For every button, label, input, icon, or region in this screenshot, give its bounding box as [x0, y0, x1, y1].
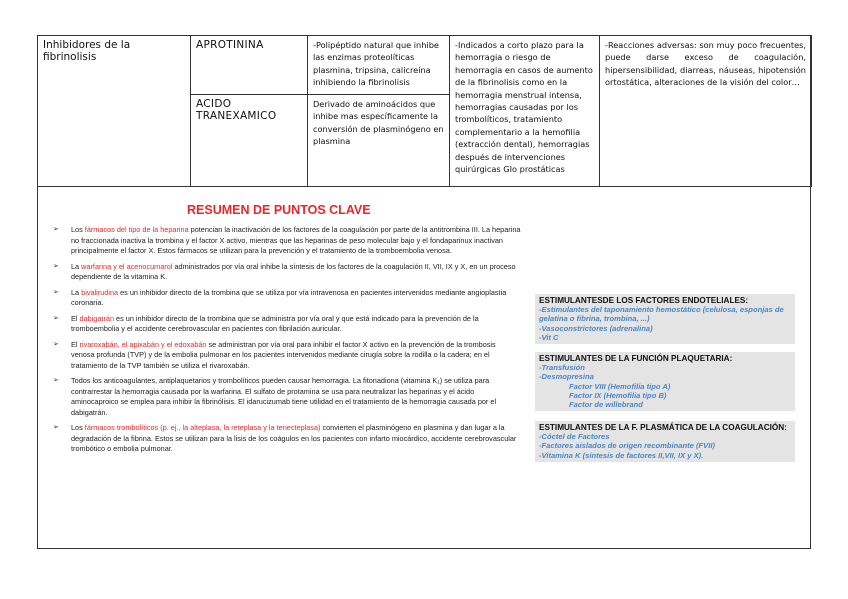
summary-bullet: ➢ La bivalirudina es un inhibidor directo de la trombina que se utiliza por vía intravenosa en pacientes intervenidos mediante angioplastia coronaria. [53, 287, 507, 307]
plasma-coagulation-box [535, 421, 795, 462]
arrow-bullet-icon: ➢ [53, 377, 59, 384]
arrow-bullet-icon: ➢ [53, 340, 59, 348]
summary-bullet: ➢ Todos los anticoagulantes, antiplaquetarios y trombolíticos pueden causar hemorragia. La fitonadiona (vitamina K₁) se utiliza para contrarrestar la hemorragia causada por la warfarina. El sulfato de protamina se usa para neutralizar las heparinas y el ácido aminocaproico se emplea para inhibir la fibrinólisis. El idarucizumab tiene utilidad en el tratamiento de la hemorragia causada por el dabigatrán. [53, 376, 497, 417]
platelet-subitem: Factor VIII (Hemofilia tipo A) [569, 381, 671, 391]
endothelial-item: -Estimulantes del taponamiento hemostático (celulosa, esponjas de gelatina o fibrina, trombina, ...) [539, 305, 784, 324]
summary-bullet: ➢ Los fármacos trombolíticos (p. ej., la alteplasa, la reteplasa y la tenecteplasa) convierten el plasminógeno en plasmina y dan lugar a la degradación de la fibrina. Estos se utilizan para la lisis de los coágulos en los pacientes con infarto miocárdico, accidente cerebrovascular trombótico o embolia pulmonar. [53, 423, 517, 453]
platelet-item: -Transfusión [539, 363, 585, 373]
endothelial-box-title: ESTIMULANTESDE LOS FACTORES ENDOTELIALES: [539, 296, 749, 305]
plasma-item: -Vitamina K (síntesis de factores II,VII, IX y X). [539, 450, 704, 460]
platelet-subitem: Factor de willebrand [569, 400, 643, 410]
plasma-item: -Cóctel de Factores [539, 432, 610, 442]
endothelial-item: -Vasoconstrictores (adrenalina) [539, 323, 653, 333]
platelet-subitem: Factor IX (Hemofilia tipo B) [569, 390, 667, 400]
drug-name-acido-tranexamico: ACIDO TRANEXAMICO [191, 95, 308, 187]
plasma-item: -Factores aislados de origen recombinante (FVII) [539, 441, 715, 451]
platelet-item: -Desmopresina [539, 372, 594, 382]
mechanism-acido-tranexamico: Derivado de aminoácidos que inhibe mas específicamente la conversión de plasminógeno en plasmina [308, 95, 450, 187]
arrow-bullet-icon: ➢ [53, 288, 59, 296]
drug-name-aprotinina: APROTININA [191, 36, 308, 95]
indications-cell: -Indicados a corto plazo para la hemorragia o riesgo de hemorragia en casos de aumento de la fibrinolisis como en la hemorragia menstrual intensa, hemorragias causadas por los trombolíticos, tratamiento complementario a la hemofilia (extracción dental), hemorragias después de intervenciones quirúrgicas GIo prostáticas [450, 36, 600, 187]
summary-bullet-list [51, 225, 521, 460]
summary-bullet: ➢ Los fármacos del tipo de la heparina potencian la inactivación de los factores de la coagulación por parte de la antitrombina III. La heparina no fraccionada inactiva la trombina y el factor X activo, mientras que las heparinas de peso molecular bajo y el fondaparinux inactivan principalmente el factor X. Estos fármacos se utilizan para la prevención y el tratamiento de la tromboembolia venosa. [53, 225, 521, 255]
summary-title: RESUMEN DE PUNTOS CLAVE [187, 203, 371, 217]
plasma-box-title: ESTIMULANTES DE LA F. PLASMÁTICA DE LA COAGULACIÓN: [539, 423, 787, 432]
arrow-bullet-icon: ➢ [53, 314, 59, 322]
arrow-bullet-icon: ➢ [53, 226, 59, 233]
category-cell: Inhibidores de la fibrinolisis [38, 36, 191, 187]
arrow-bullet-icon: ➢ [53, 424, 59, 431]
platelet-box-title: ESTIMULANTES DE LA FUNCIÓN PLAQUETARIA: [539, 354, 733, 363]
summary-bullet: ➢ La warfarina y el acenocumarol administrados por vía oral inhibe la síntesis de los factores de la coagulación II, VII, IX y X, en un proceso dependiente de la vitamina K. [53, 261, 516, 281]
summary-bullet: ➢ El rivaroxabán, el apixabán y el edoxabán se administran por vía oral para inhibir el factor X activo en la prevención de la trombosis venosa profunda (TVP) y de la embolia pulmonar en los pacientes intervenidos mediante cirugía sobre la rodilla o la cadera; en el tratamiento de la TVP también se utiliza el rivaroxabán. [53, 339, 496, 370]
endothelial-factors-box [535, 294, 795, 344]
arrow-bullet-icon: ➢ [53, 262, 59, 270]
summary-bullet: ➢ El dabigatrán es un inhibidor directo de la trombina que se administra por vía oral y que está indicado para la prevención de la tromboembolia y el accidente cerebrovascular en pacientes con fibrilación auricular. [53, 313, 479, 333]
mechanism-aprotinina: -Polipéptido natural que inhibe las enzimas proteolíticas plasmina, tripsina, calicreína inhibiendo la fibrinolisis [308, 36, 450, 95]
platelet-function-box [535, 352, 795, 411]
adverse-effects-cell: -Reacciones adversas: son muy poco frecuentes, puede darse exceso de coagulación, hipersensibilidad, diarreas, náuseas, hipotensión ortostática, alteraciones de la visión del color… [600, 36, 812, 187]
fibrinolysis-inhibitors-table [37, 35, 812, 187]
endothelial-item: -Vit C [539, 332, 559, 342]
